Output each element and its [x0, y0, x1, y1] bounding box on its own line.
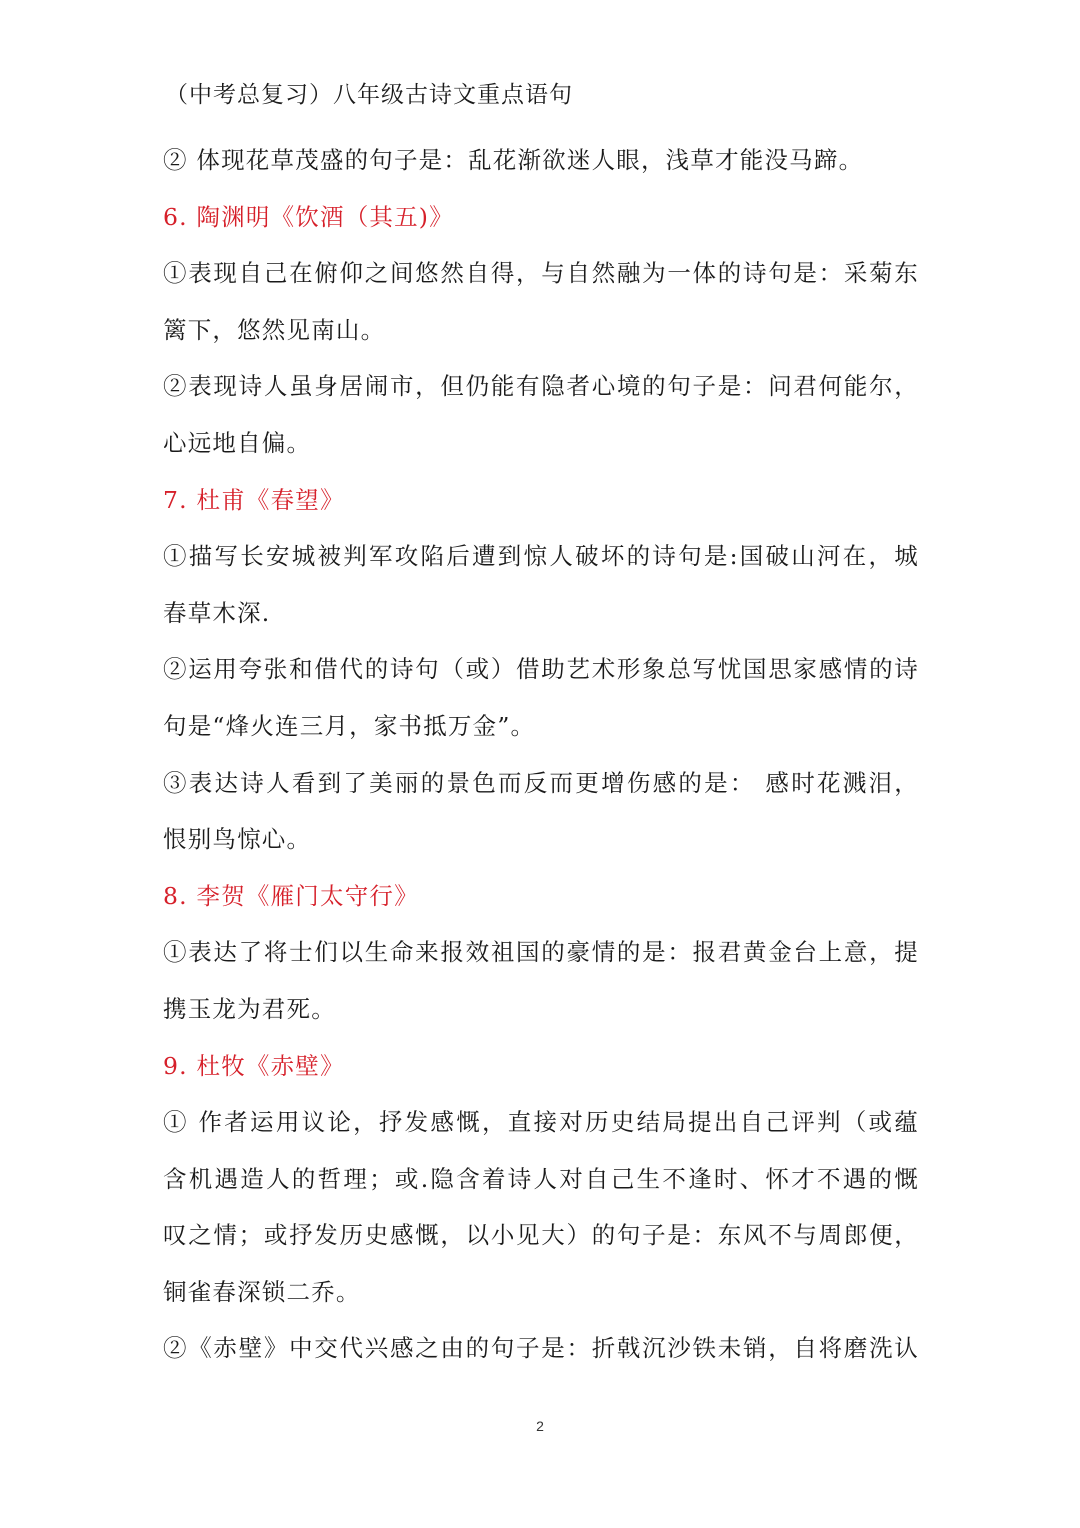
- paragraph-line: 携玉龙为君死。: [163, 994, 336, 1023]
- paragraph-line: ②表现诗人虽身居闹市，但仍能有隐者心境的句子是：问君何能尔，: [163, 372, 919, 401]
- paragraph-line: 含机遇造人的哲理；或.隐含着诗人对自己生不逢时、怀才不遇的慨: [163, 1164, 919, 1193]
- paragraph-line: 叹之情；或抒发历史感慨，以小见大）的句子是：东风不与周郎便，: [163, 1221, 919, 1250]
- section-title-du-mu: 9. 杜牧《赤壁》: [163, 1051, 345, 1080]
- paragraph-line: 恨别鸟惊心。: [163, 825, 312, 854]
- paragraph-line: 心远地自偏。: [163, 428, 312, 457]
- page-number: 2: [536, 1418, 544, 1434]
- paragraph-line: ② 体现花草茂盛的句子是：乱花渐欲迷人眼，浅草才能没马蹄。: [163, 146, 864, 174]
- paragraph-line: 句是“烽火连三月，家书抵万金”。: [163, 711, 536, 740]
- paragraph-line: 春草木深.: [163, 598, 271, 627]
- paragraph-line: 篱下，悠然见南山。: [163, 315, 386, 344]
- paragraph-line: ①表达了将士们以生命来报效祖国的豪情的是：报君黄金台上意，提: [163, 938, 919, 967]
- paragraph-line: ①表现自己在俯仰之间悠然自得，与自然融为一体的诗句是：采菊东: [163, 259, 919, 288]
- paragraph-line: ③表达诗人看到了美丽的景色而反而更增伤感的是： 感时花溅泪，: [163, 768, 919, 797]
- paragraph-line: ②运用夸张和借代的诗句（或）借助艺术形象总写忧国思家感情的诗: [163, 655, 919, 684]
- section-title-li-he: 8. 李贺《雁门太守行》: [163, 881, 419, 910]
- section-title-tao-yuanming: 6. 陶渊明《饮酒（其五)》: [163, 202, 454, 231]
- paragraph-line: ① 作者运用议论，抒发感慨，直接对历史结局提出自己评判（或蕴: [163, 1108, 919, 1137]
- page-content: [163, 132, 919, 1377]
- paragraph-line: 铜雀春深锁二乔。: [163, 1277, 361, 1306]
- paragraph-line: ②《赤壁》中交代兴感之由的句子是：折戟沉沙铁未销，自将磨洗认: [163, 1334, 919, 1363]
- paragraph-line: ①描写长安城被判军攻陷后遭到惊人破坏的诗句是:国破山河在，城: [163, 542, 919, 571]
- section-title-du-fu: 7. 杜甫《春望》: [163, 485, 345, 514]
- page-header: （中考总复习）八年级古诗文重点语句: [165, 82, 573, 108]
